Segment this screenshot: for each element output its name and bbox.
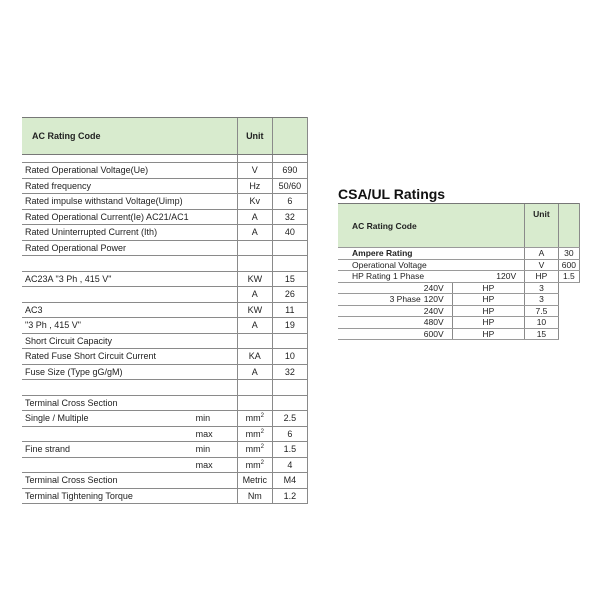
row-unit — [237, 194, 272, 210]
row-unit — [237, 349, 272, 365]
row-unit — [237, 209, 272, 225]
table-header-row — [338, 204, 580, 248]
row-value: 2.5 — [272, 411, 307, 427]
unit-superscript: 2 — [260, 459, 264, 466]
row-phase — [367, 317, 421, 329]
row-unit — [237, 271, 272, 287]
table-row — [338, 294, 580, 306]
row-value: 19 — [272, 318, 307, 334]
row-label: Operational Voltage — [338, 259, 452, 271]
row-value: 1.5 — [272, 442, 307, 458]
row-value: 3 — [525, 282, 559, 294]
row-label-text: Terminal Tightening Torque — [25, 490, 133, 501]
row-minmax — [192, 163, 238, 179]
row-label — [22, 240, 192, 256]
row-unit — [237, 380, 272, 396]
row-unit — [237, 395, 272, 411]
row-minmax: max — [192, 457, 238, 473]
row-value — [272, 333, 307, 349]
table-row — [22, 473, 308, 489]
row-label — [22, 318, 192, 334]
row-unit-text: Nm — [247, 490, 262, 501]
row-indent — [338, 317, 367, 329]
row-value: 11 — [272, 302, 307, 318]
row-minmax — [192, 333, 238, 349]
row-label-text: AC3 — [25, 304, 43, 315]
row-value: 690 — [272, 163, 307, 179]
table-row — [22, 178, 308, 194]
header-rating-code: AC Rating Code — [22, 118, 192, 155]
table-row — [22, 364, 308, 380]
row-label — [22, 411, 192, 427]
row-value: 600 — [558, 259, 579, 271]
row-unit-text: A — [251, 289, 258, 300]
table-row — [22, 442, 308, 458]
table-row — [22, 426, 308, 442]
row-label-text: Terminal Cross Section — [25, 397, 118, 408]
table-row — [338, 317, 580, 329]
row-value: 6 — [272, 426, 307, 442]
table-row — [22, 380, 308, 396]
table-row — [338, 305, 580, 317]
row-label-text: Rated Operational Power — [25, 242, 127, 253]
row-voltage — [452, 248, 524, 260]
row-label — [22, 178, 192, 194]
row-label-text: Terminal Cross Section — [25, 475, 118, 486]
row-unit: HP — [525, 271, 559, 283]
row-voltage: 240V — [421, 305, 452, 317]
table-row — [22, 209, 308, 225]
row-label — [22, 364, 192, 380]
row-unit: V — [525, 259, 559, 271]
row-indent — [338, 294, 367, 306]
table-row — [338, 282, 580, 294]
table-row — [22, 333, 308, 349]
table-row — [22, 349, 308, 365]
table-row — [22, 318, 308, 334]
row-voltage: 240V — [421, 282, 452, 294]
unit-superscript: 2 — [260, 413, 264, 420]
row-label — [22, 163, 192, 179]
table-header-row — [22, 118, 308, 155]
row-unit-text: A — [251, 320, 258, 331]
row-minmax: max — [192, 426, 238, 442]
row-voltage: 120V — [452, 271, 524, 283]
row-unit-text: mm — [245, 428, 261, 439]
row-unit — [237, 457, 272, 473]
row-unit — [237, 333, 272, 349]
row-minmax — [192, 194, 238, 210]
row-unit — [237, 163, 272, 179]
row-label — [22, 333, 192, 349]
row-label — [22, 271, 192, 287]
row-label — [22, 287, 192, 303]
row-label — [22, 380, 192, 396]
row-value: 40 — [272, 225, 307, 241]
row-unit-text: mm — [245, 459, 261, 470]
row-label-text: Fine strand — [25, 444, 71, 455]
table-row — [22, 240, 308, 256]
table-row — [22, 302, 308, 318]
row-voltage: 600V — [421, 328, 452, 340]
table-row — [22, 271, 308, 287]
table-row — [338, 328, 580, 340]
row-voltage — [452, 259, 524, 271]
row-label-text: Rated Operational Voltage(Ue) — [25, 165, 149, 176]
row-value — [272, 256, 307, 272]
row-unit — [237, 442, 272, 458]
row-label — [22, 349, 192, 365]
table-row — [22, 256, 308, 272]
row-value: 15 — [272, 271, 307, 287]
row-unit-text: mm — [245, 444, 261, 455]
table-row — [22, 457, 308, 473]
row-value — [272, 395, 307, 411]
row-minmax — [192, 488, 238, 504]
row-value: 1.5 — [558, 271, 579, 283]
row-unit — [237, 256, 272, 272]
row-label-text: AC23A "3 Ph , 415 V" — [25, 273, 112, 284]
csa-ul-table — [338, 203, 580, 340]
row-minmax — [192, 349, 238, 365]
row-unit — [237, 318, 272, 334]
row-label-text: Rated impulse withstand Voltage(Uimp) — [25, 196, 183, 207]
row-phase — [367, 305, 421, 317]
unit-superscript: 2 — [260, 428, 264, 435]
row-label-text: Rated Operational Current(Ie) AC21/AC1 — [25, 211, 189, 222]
row-label-text: Fuse Size (Type gG/gM) — [25, 366, 123, 377]
row-value: 26 — [272, 287, 307, 303]
table-row — [22, 287, 308, 303]
row-label — [22, 225, 192, 241]
row-minmax — [192, 380, 238, 396]
row-minmax — [192, 302, 238, 318]
row-unit — [237, 411, 272, 427]
row-value — [272, 240, 307, 256]
row-unit-text: Hz — [249, 180, 261, 191]
row-label-text: Rated frequency — [25, 180, 92, 191]
table-row — [22, 194, 308, 210]
row-unit: HP — [452, 294, 524, 306]
row-value: 32 — [272, 364, 307, 380]
row-unit: HP — [452, 305, 524, 317]
row-unit: HP — [452, 328, 524, 340]
table-row — [338, 271, 580, 283]
row-indent — [338, 305, 367, 317]
row-unit — [237, 364, 272, 380]
row-label — [22, 395, 192, 411]
row-minmax: min — [192, 442, 238, 458]
row-unit — [237, 302, 272, 318]
table-row — [338, 259, 580, 271]
row-minmax — [192, 240, 238, 256]
row-unit-text: mm — [245, 413, 261, 424]
row-label — [22, 302, 192, 318]
row-label-text: Rated Fuse Short Circuit Current — [25, 351, 157, 362]
row-value — [272, 380, 307, 396]
row-minmax — [192, 395, 238, 411]
row-voltage: 120V — [421, 294, 452, 306]
row-label-text: "3 Ph , 415 V" — [25, 320, 81, 331]
row-minmax — [192, 473, 238, 489]
row-label: Ampere Rating — [338, 248, 452, 260]
row-value: 10 — [272, 349, 307, 365]
row-unit — [237, 178, 272, 194]
row-indent — [338, 328, 367, 340]
row-label — [22, 194, 192, 210]
row-unit — [237, 225, 272, 241]
row-unit-text: KA — [248, 351, 261, 362]
csa-ul-title: CSA/UL Ratings — [338, 186, 446, 202]
row-minmax — [192, 287, 238, 303]
header-unit: Unit — [525, 204, 559, 248]
row-minmax — [192, 225, 238, 241]
row-minmax — [192, 364, 238, 380]
row-value: M4 — [272, 473, 307, 489]
row-value: 30 — [558, 248, 579, 260]
row-unit — [237, 287, 272, 303]
row-minmax — [192, 178, 238, 194]
row-label — [22, 426, 192, 442]
row-label: HP Rating 1 Phase — [338, 271, 452, 283]
unit-superscript: 2 — [260, 444, 264, 451]
row-label — [22, 256, 192, 272]
row-unit-text: A — [251, 227, 258, 238]
table-row — [22, 163, 308, 179]
row-unit-text: A — [251, 366, 258, 377]
row-label — [22, 488, 192, 504]
row-indent — [338, 282, 367, 294]
row-unit-text: V — [251, 165, 258, 176]
row-value: 32 — [272, 209, 307, 225]
row-value: 7.5 — [525, 305, 559, 317]
row-unit — [237, 426, 272, 442]
row-minmax — [192, 209, 238, 225]
row-unit-text: KW — [247, 304, 263, 315]
header-unit: Unit — [237, 118, 272, 155]
row-minmax — [192, 271, 238, 287]
row-minmax — [192, 318, 238, 334]
row-minmax — [192, 256, 238, 272]
table-row — [338, 248, 580, 260]
table-row — [22, 225, 308, 241]
row-unit-text: A — [251, 211, 258, 222]
row-unit: HP — [452, 317, 524, 329]
row-label — [22, 209, 192, 225]
row-label — [22, 442, 192, 458]
row-value: 1.2 — [272, 488, 307, 504]
row-value: 6 — [272, 194, 307, 210]
row-label — [22, 457, 192, 473]
row-unit-text: Kv — [249, 196, 261, 207]
row-label — [22, 473, 192, 489]
row-phase — [367, 328, 421, 340]
row-unit-text: KW — [247, 273, 263, 284]
row-unit — [237, 240, 272, 256]
row-minmax: min — [192, 411, 238, 427]
row-phase — [367, 282, 421, 294]
row-value: 15 — [525, 328, 559, 340]
row-value: 4 — [272, 457, 307, 473]
row-unit — [237, 473, 272, 489]
row-phase: 3 Phase — [367, 294, 421, 306]
row-unit: A — [525, 248, 559, 260]
row-unit-text: Metric — [242, 475, 268, 486]
row-unit — [237, 488, 272, 504]
row-value: 3 — [525, 294, 559, 306]
row-value: 10 — [525, 317, 559, 329]
row-value: 50/60 — [272, 178, 307, 194]
row-label-text: Short Circuit Capacity — [25, 335, 113, 346]
table-row — [22, 395, 308, 411]
header-rating-code: AC Rating Code — [338, 204, 525, 248]
row-voltage: 480V — [421, 317, 452, 329]
table-row — [22, 411, 308, 427]
table-row — [22, 488, 308, 504]
row-label-text: Rated Uninterrupted Current (Ith) — [25, 227, 158, 238]
row-unit: HP — [452, 282, 524, 294]
row-label-text: Single / Multiple — [25, 413, 89, 424]
ac-rating-table — [22, 117, 308, 504]
